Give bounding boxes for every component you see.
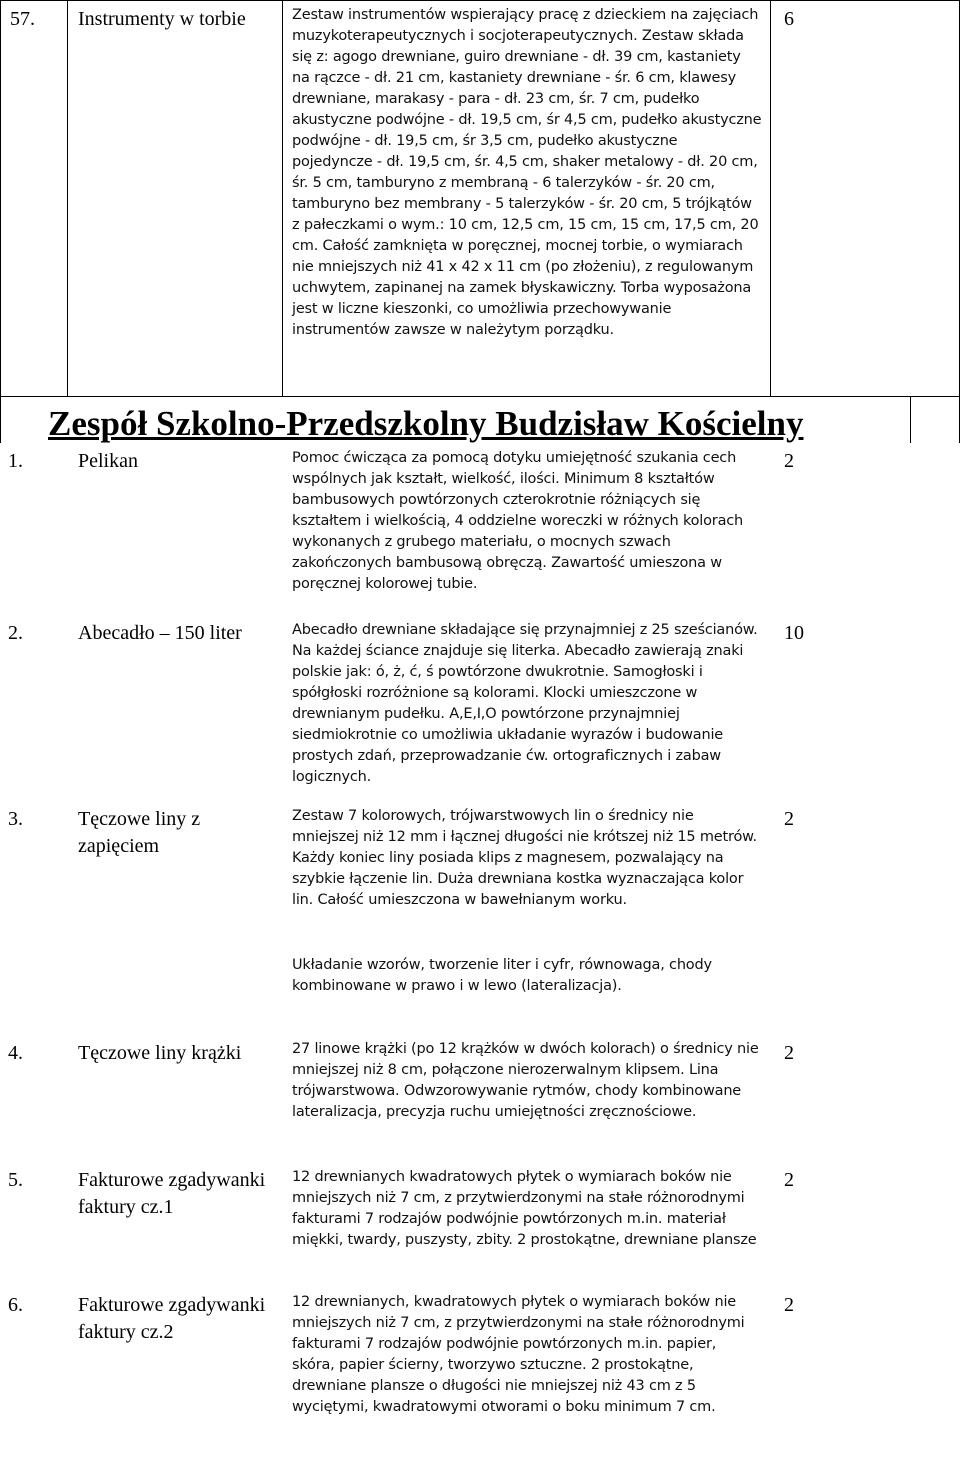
heading-side-border <box>0 397 1 443</box>
item-number: 57. <box>10 8 35 30</box>
item-number: 2. <box>8 622 23 644</box>
section-heading: Zespół Szkolno-Przedszkolny Budzisław Kościelny <box>48 404 804 443</box>
item-number: 1. <box>8 450 23 472</box>
table-border <box>0 0 1 397</box>
table-border <box>0 396 960 397</box>
heading-side-border <box>910 397 911 443</box>
item-name: Tęczowe liny z zapięciem <box>78 808 201 857</box>
item-number: 3. <box>8 808 23 830</box>
item-name: Fakturowe zgadywanki faktury cz.1 <box>78 1169 266 1218</box>
item-quantity: 2 <box>784 450 794 472</box>
table-border <box>0 0 960 1</box>
item-name: Tęczowe liny krążki <box>78 1042 242 1064</box>
item-number: 4. <box>8 1042 23 1064</box>
item-quantity: 2 <box>784 1169 794 1191</box>
item-number: 5. <box>8 1169 23 1191</box>
item-description: 12 drewnianych kwadratowych płytek o wymiarach boków nie mniejszych niż 7 cm, z przytwierdzonymi na stałe różnorodnymi fakturami 7 rodzajów podwójnie powtórzonych m.in. materiał miękki, twardy, puszysty, zbity. 2 prostokątne, drewniane plansze <box>292 1169 757 1248</box>
item-name: Abecadło – 150 liter <box>78 622 242 644</box>
item-name: Pelikan <box>78 450 138 472</box>
item-quantity: 6 <box>784 8 794 30</box>
item-description: 27 linowe krążki (po 12 krążków w dwóch kolorach) o średnicy nie mniejszej niż 8 cm, połączone nierozerwalnym klipsem. Lina trójwarstwowa. Odwzorowywanie rytmów, chody kombinowane lateralizacja, precyzja ruchu umiejętności zręcznościowe. <box>292 1041 759 1120</box>
item-description: Zestaw 7 kolorowych, trójwarstwowych lin o średnicy nie mniejszej niż 12 mm i łącznej długości nie krótszej niż 15 metrów. Każdy koniec liny posiada klips z magnesem, pozwalający na szybkie łączenie lin. Duża drewniana kostka wyznaczająca kolor lin. Całość umieszczona w bawełnianym worku. <box>292 808 757 908</box>
item-quantity: 2 <box>784 1042 794 1064</box>
item-quantity: 2 <box>784 808 794 830</box>
item-description: Zestaw instrumentów wspierający pracę z dzieckiem na zajęciach muzykoterapeutycznych i socjoterapeutycznych. Zestaw składa się z: agogo drewniane, guiro drewniane - dł. 39 cm, kastaniety na rączce - dł. 21 cm, kastaniety drewniane - śr. 6 cm, klawesy drewniane, marakasy - para - dł. 23 cm, śr. 7 cm, pudełko akustyczne podwójne - dł. 19,5 cm, śr 4,5 cm, pudełko akustyczne podwójne - dł. 19,5 cm, śr 3,5 cm, pudełko akustyczne pojedyncze - dł. 19,5 cm, śr. 4,5 cm, shaker metalowy - dł. 20 cm, śr. 5 cm, tamburyno z membraną - 6 talerzyków - śr. 20 cm, tamburyno bez membrany - 5 talerzyków - śr. 20 cm, 5 trójkątów z pałeczkami o wym.: 10 cm, 12,5 cm, 15 cm, 15 cm, 17,5 cm, 20 cm. Całość zamknięta w poręcznej, mocnej torbie, o wymiarach nie mniejszych niż 41 x 42 x 11 cm (po złożeniu), z regulowanym uchwytem, zapinanej na zamek błyskawiczny. Torba wyposażona jest w liczne kieszonki, co umożliwia przechowywanie instrumentów zawsze w należytym porządku. <box>292 7 762 338</box>
table-border <box>67 0 68 397</box>
item-quantity: 2 <box>784 1294 794 1316</box>
item-name: Instrumenty w torbie <box>78 8 246 30</box>
table-border <box>770 0 771 397</box>
item-description: 12 drewnianych, kwadratowych płytek o wymiarach boków nie mniejszych niż 7 cm, z przytwierdzonymi na stałe różnorodnymi fakturami 7 rodzajów podwójnie powtórzonych m.in. papier, skóra, papier ścierny, tworzywo sztuczne. 2 prostokątne, drewniane plansze o długości nie mniejszej niż 43 cm z 5 wyciętymi, kwadratowymi otworami o boku minimum 7 cm. <box>292 1294 745 1415</box>
item-description-extra: Układanie wzorów, tworzenie liter i cyfr, równowaga, chody kombinowane w prawo i w lewo (lateralizacja). <box>292 957 712 994</box>
item-quantity: 10 <box>784 622 804 644</box>
item-description: Abecadło drewniane składające się przynajmniej z 25 sześcianów. Na każdej ściance znajduje się literka. Abecadło zawierają znaki polskie jak: ó, ż, ć, ś powtórzone dwukrotnie. Samogłoski i spółgłoski rozróżnione są kolorami. Klocki umieszczone w drewnianym pudełku. A,E,I,O powtórzone przynajmniej siedmiokrotnie co umożliwia układanie wyrazów i budowanie prostych zdań, przeprowadzanie ćw. ortograficznych i zabaw logicznych. <box>292 622 758 785</box>
item-name: Fakturowe zgadywanki faktury cz.2 <box>78 1294 266 1343</box>
table-border <box>282 0 283 397</box>
item-description: Pomoc ćwicząca za pomocą dotyku umiejętność szukania cech wspólnych jak kształt, wielkość, ilości. Minimum 8 kształtów bambusowych powtórzonych czterokrotnie różniących się kształtem i wielkością, 4 oddzielne woreczki w różnych kolorach wykonanych z grubego materiału, o mocnych szwach zakończonych bambusową obręczą. Zawartość umieszona w poręcznej kolorowej tubie. <box>292 450 744 592</box>
item-number: 6. <box>8 1294 23 1316</box>
